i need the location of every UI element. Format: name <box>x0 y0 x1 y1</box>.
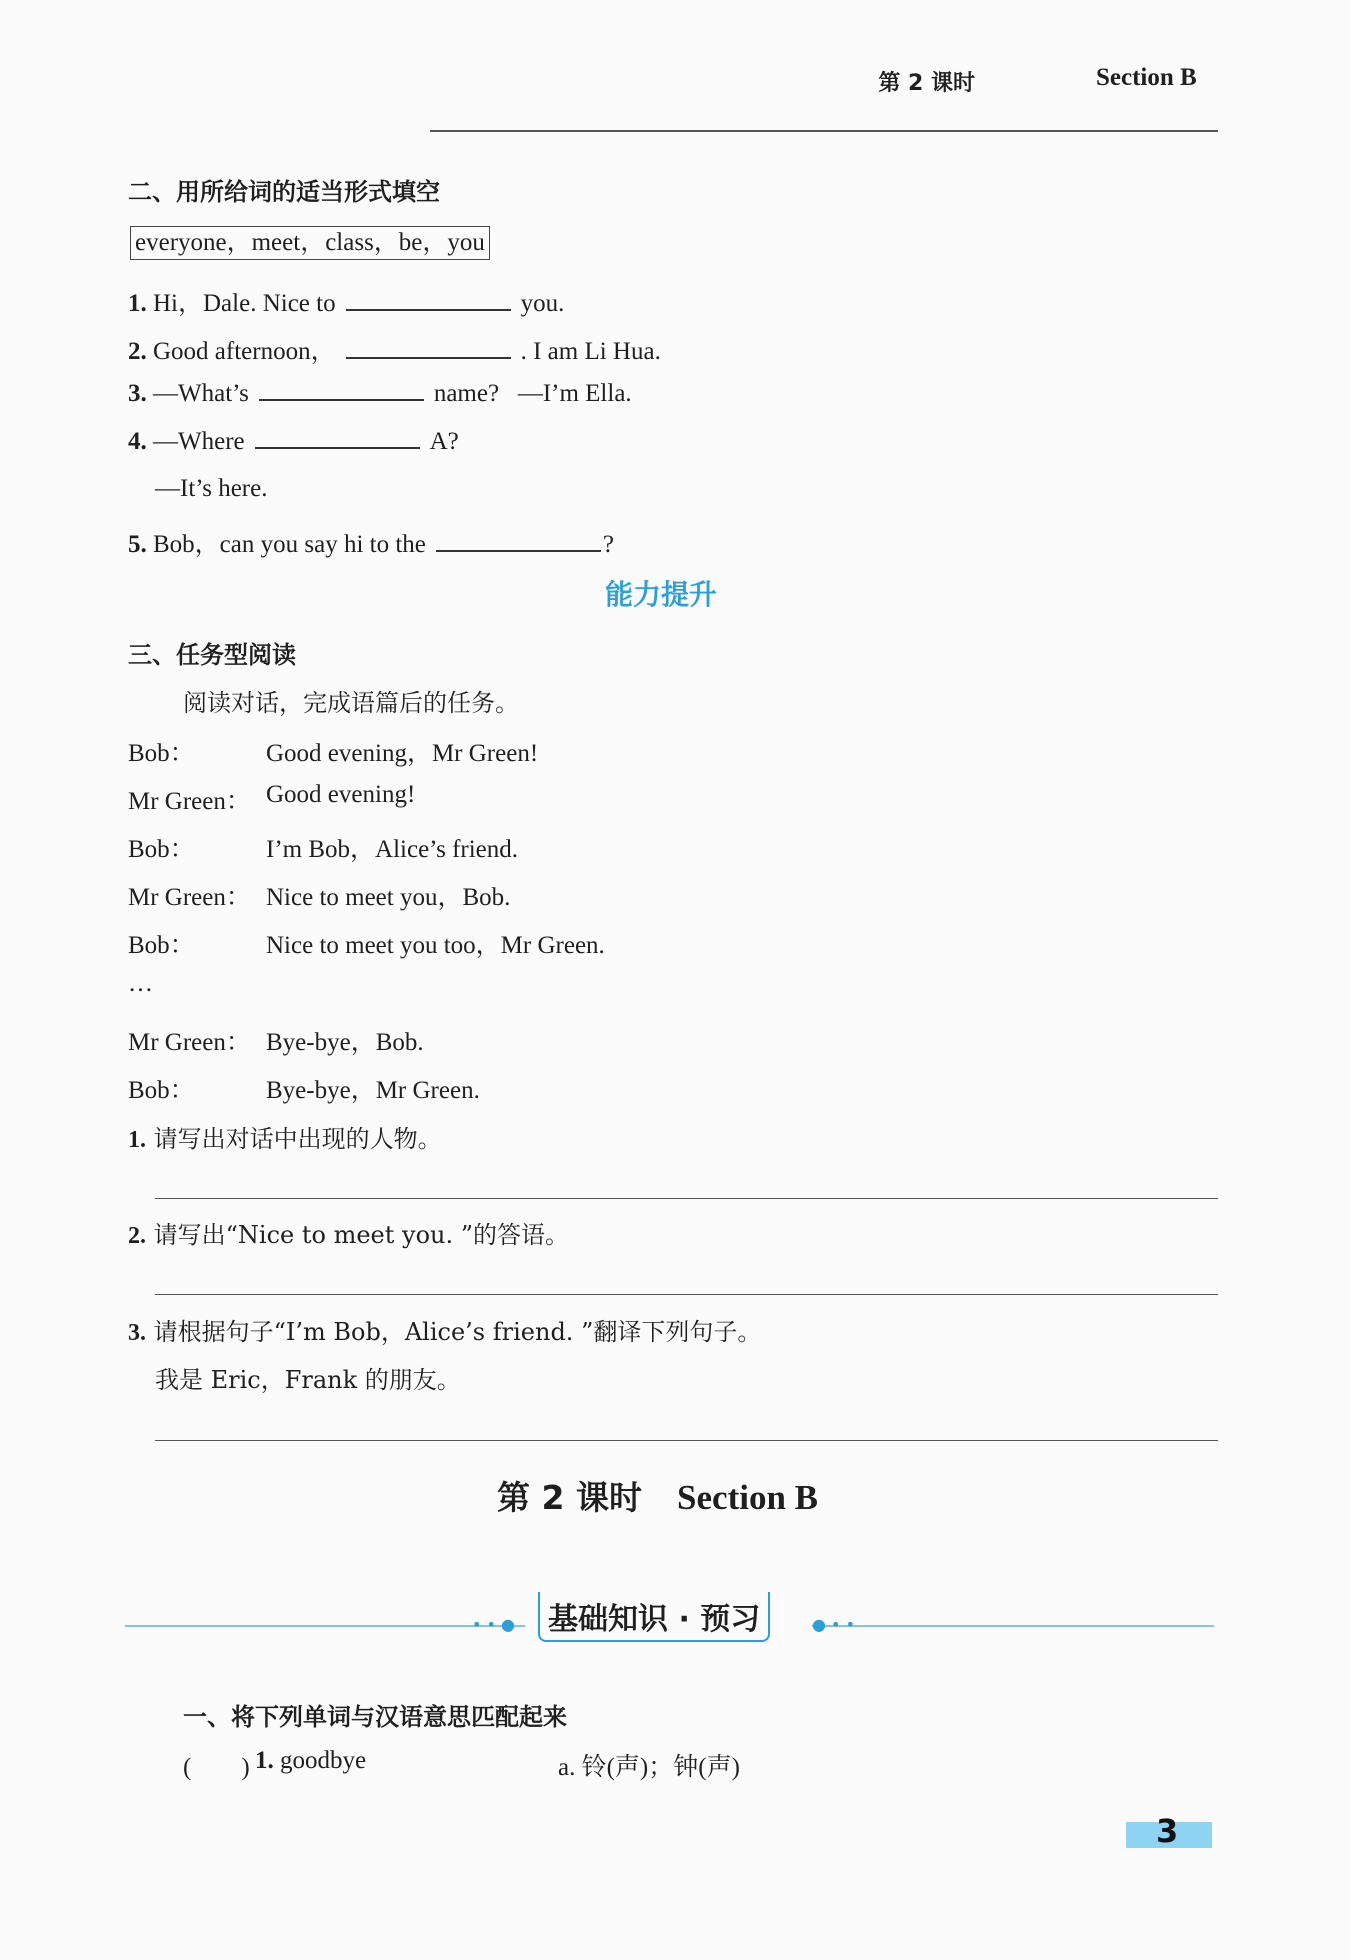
match-item-1: 1. goodbye <box>255 1747 367 1774</box>
answer-blank-3[interactable] <box>259 379 424 401</box>
answer-blank-5[interactable] <box>436 530 601 552</box>
dialogue-speaker-8: Bob： <box>128 1077 195 1104</box>
part2-heading: 二、用所给词的适当形式填空 <box>128 178 440 206</box>
part1-heading: 一、将下列单词与汉语意思匹配起来 <box>183 1703 567 1731</box>
answer-blank-2[interactable] <box>346 337 511 359</box>
task-2: 2. 请写出“Nice to meet you. ”的答语。 <box>128 1221 570 1249</box>
banner-title: 基础知识 · 预习 <box>538 1592 770 1642</box>
word-box: everyone，meet，class，be，you <box>130 226 490 260</box>
dialogue-line-7: Bye-bye，Bob. <box>266 1029 424 1056</box>
lesson-title-section: Section B <box>677 1478 819 1517</box>
fill-item-3: 3. —What’s name? —I’m Ella. <box>128 380 632 407</box>
task-1: 1. 请写出对话中出现的人物。 <box>128 1125 442 1153</box>
answer-line-1[interactable] <box>155 1198 1218 1199</box>
dialogue-line-1: Good evening，Mr Green! <box>266 740 539 767</box>
dialogue-speaker-4: Mr Green： <box>128 884 251 911</box>
answer-line-2[interactable] <box>155 1294 1218 1295</box>
dialogue-line-3: I’m Bob，Alice’s friend. <box>266 836 519 863</box>
banner-dots-left: • • ● <box>472 1615 516 1634</box>
ability-title: 能力提升 <box>605 578 718 611</box>
banner-line-right <box>812 1625 1214 1627</box>
fill-item-1: 1. Hi，Dale. Nice to you. <box>128 290 565 317</box>
dialogue-line-2: Good evening! <box>266 781 416 808</box>
fill-item-5: 5. Bob，can you say hi to the ? <box>128 531 614 558</box>
dialogue-speaker-5: Bob： <box>128 932 195 959</box>
match-paren[interactable]: ( ) <box>183 1754 250 1781</box>
fill-item-2: 2. Good afternoon， . I am Li Hua. <box>128 338 661 365</box>
answer-blank-4[interactable] <box>255 427 420 449</box>
answer-blank-1[interactable] <box>346 289 511 311</box>
dialogue-speaker-7: Mr Green： <box>128 1029 251 1056</box>
dialogue-speaker-1: Bob： <box>128 740 195 767</box>
dialogue-line-4: Nice to meet you，Bob. <box>266 884 511 911</box>
banner-line-left <box>125 1625 525 1627</box>
page-number: 3 <box>1156 1812 1179 1850</box>
header-lesson: 第 2 课时 <box>878 71 975 96</box>
fill-item-4: 4. —Where A? <box>128 428 459 455</box>
dialogue-ellipsis: … <box>128 970 153 997</box>
header <box>878 66 975 97</box>
part3-instruction: 阅读对话，完成语篇后的任务。 <box>183 689 519 717</box>
dialogue-line-8: Bye-bye，Mr Green. <box>266 1077 480 1104</box>
header-rule <box>430 130 1218 132</box>
dialogue-speaker-3: Bob： <box>128 836 195 863</box>
lesson-title <box>497 1472 818 1519</box>
lesson-title-number: 第 2 课时 <box>497 1478 642 1517</box>
part3-heading: 三、任务型阅读 <box>128 641 296 669</box>
dialogue-speaker-2: Mr Green： <box>128 788 251 815</box>
dialogue-line-5: Nice to meet you too，Mr Green. <box>266 932 605 959</box>
task-3-sentence: 我是 Eric，Frank 的朋友。 <box>155 1366 461 1394</box>
banner-dots-right: ● • • <box>812 1615 856 1634</box>
match-option-a: a. 铃(声)；钟(声) <box>558 1754 740 1781</box>
fill-item-4-reply: —It’s here. <box>155 475 268 502</box>
answer-line-3[interactable] <box>155 1440 1218 1441</box>
header-section: Section B <box>1096 64 1197 91</box>
task-3: 3. 请根据句子“I’m Bob，Alice’s friend. ”翻译下列句子。 <box>128 1318 762 1346</box>
